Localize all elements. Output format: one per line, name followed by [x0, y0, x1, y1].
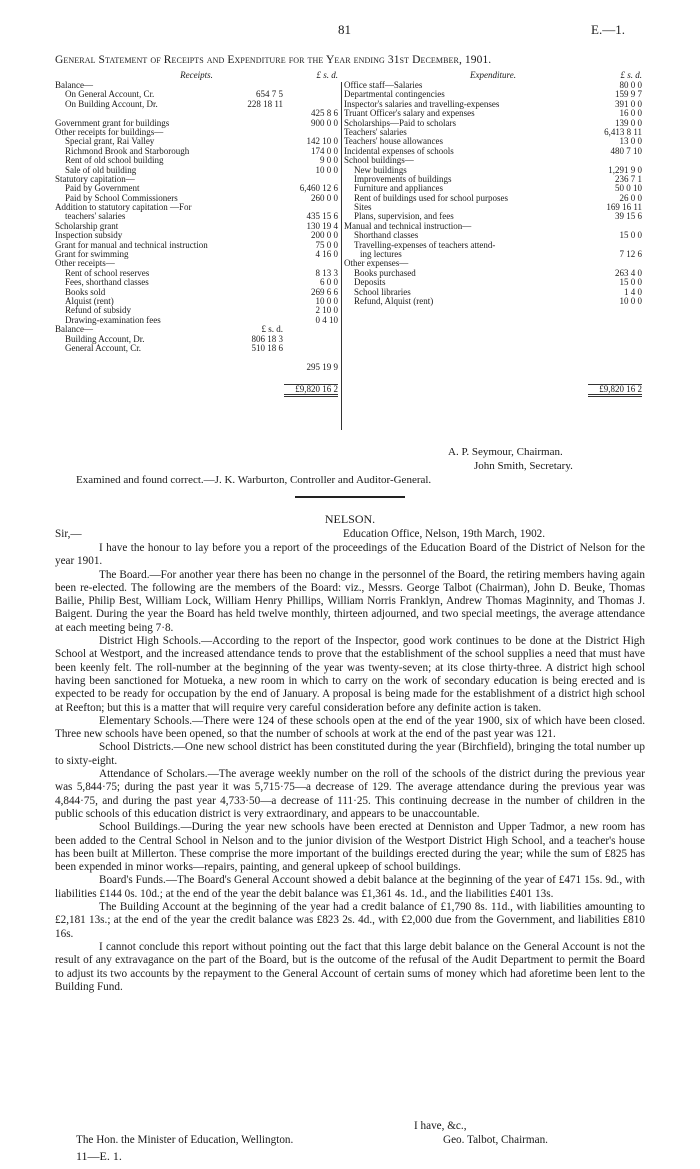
currency-head: £ s. d.	[620, 70, 642, 80]
statement-row	[344, 306, 642, 315]
receipts-column	[55, 71, 338, 393]
statement-row	[344, 353, 642, 362]
row-label: Manual and technical instruction—	[344, 220, 472, 231]
row-amount: 1,291 9 0	[608, 164, 642, 175]
row-label: Paid by School Commissioners	[65, 192, 178, 203]
row-amount: 10 0 0	[315, 295, 338, 306]
statement-row	[344, 269, 642, 278]
row-amount: 15 0 0	[619, 230, 642, 241]
row-amount: 900 0 0	[311, 117, 338, 128]
row-subamount: 806 18 3	[251, 333, 283, 344]
row-amount: 0 4 10	[315, 314, 338, 325]
row-label: Refund, Alquist (rent)	[354, 295, 434, 306]
statement-row	[344, 344, 642, 353]
row-label: School libraries	[354, 286, 411, 297]
row-label: Teachers' house allowances	[344, 136, 443, 147]
row-label: Inspector's salaries and travelling-expenses	[344, 98, 500, 109]
row-label: On Building Account, Dr.	[65, 98, 158, 109]
row-amount: 200 0 0	[311, 230, 338, 241]
row-label: Grant for swimming	[55, 249, 129, 260]
row-amount: 75 0 0	[315, 239, 338, 250]
row-label: Government grant for buildings	[55, 117, 170, 128]
row-label: Statutory capitation—	[55, 173, 135, 184]
row-total: £9,820 16 2	[284, 384, 338, 397]
statement-row	[344, 325, 642, 334]
row-label: New buildings	[354, 164, 407, 175]
row-label: Departmental contingencies	[344, 89, 445, 100]
sheet-number: 11—E. 1.	[76, 1149, 122, 1163]
row-amount: 159 9 7	[615, 89, 642, 100]
row-label: Books purchased	[354, 267, 416, 278]
column-divider	[341, 82, 342, 430]
row-amount: 7 12 6	[619, 249, 642, 260]
chairman-signature: A. P. Seymour, Chairman.	[448, 446, 563, 458]
paragraph: School Buildings.—During the year new schools have been erected at Denniston and Upper Tadmor, a new room has been added to the Central School in Nelson and to the junior division of the Westport District High School, and a teacher's house has been built at Millerton. These comprise the more important of the buildings erected during the year; while the sum of £825 has been expended in minor works—repairs, painting, and general upkeep of school buildings.	[55, 821, 645, 874]
signer: Geo. Talbot, Chairman.	[443, 1134, 548, 1146]
row-amount: 9 0 0	[320, 155, 338, 166]
statement-row	[344, 363, 642, 372]
receipts-rows	[55, 81, 338, 393]
row-amount: 142 10 0	[306, 136, 338, 147]
row-label: General Account, Cr.	[65, 342, 141, 353]
page-header	[0, 22, 700, 38]
row-amount: 260 0 0	[311, 192, 338, 203]
row-amount: 10 0 0	[315, 164, 338, 175]
row-amount: 1 4 0	[624, 286, 642, 297]
statement-row	[55, 100, 338, 109]
row-label: Truant Officer's salary and expenses	[344, 108, 475, 119]
row-amount: 295 19 9	[306, 361, 338, 372]
statement-row	[344, 194, 642, 203]
statement-row	[344, 316, 642, 325]
row-label: Fees, shorthand classes	[65, 277, 149, 288]
row-label: Richmond Brook and Starborough	[65, 145, 190, 156]
row-label: Paid by Government	[65, 183, 140, 194]
row-amount: 6,460 12 6	[299, 183, 338, 194]
row-subamount: 510 18 6	[251, 342, 283, 353]
row-label: Other expenses—	[344, 258, 409, 269]
row-amount: 2 10 0	[315, 305, 338, 316]
row-amount: 8 13 3	[315, 267, 338, 278]
row-amount: 169 16 11	[606, 202, 642, 213]
row-label: Deposits	[354, 277, 386, 288]
row-label: Balance—	[55, 80, 93, 90]
paragraph: I have the honour to lay before you a report of the proceedings of the Education Board of the District of Nelson for the year 1901.	[55, 542, 645, 568]
secretary-signature: John Smith, Secretary.	[474, 460, 573, 472]
paragraph: The Building Account at the beginning of the year had a credit balance of £1,790 8s. 11d., with liabilities amounting to £2,181 13s.; at the end of the year the credit balance was £823 2s. 4d., with £2,000 due from the Government, and liabilities £810 16s.	[55, 901, 645, 940]
row-label: Alquist (rent)	[65, 295, 114, 306]
row-amount: 435 15 6	[306, 211, 338, 222]
row-amount: 6,413 8 11	[604, 126, 642, 137]
row-label: Scholarship grant	[55, 220, 119, 231]
row-label: ing lectures	[360, 249, 402, 260]
statement-title: General Statement of Receipts and Expenditure for the Year ending 31st December, 1901.	[55, 54, 492, 66]
statement-row	[344, 372, 642, 381]
row-amount: 425 8 6	[311, 108, 338, 119]
row-label: Inspection subsidy	[55, 230, 123, 241]
row-label: Refund of subsidy	[65, 305, 131, 316]
row-amount: 130 19 4	[306, 220, 338, 231]
report-body	[55, 542, 645, 994]
row-label: Improvements of buildings	[354, 173, 452, 184]
receipts-heading: Receipts. £ s. d.	[180, 70, 338, 80]
row-amount: 16 0 0	[619, 108, 642, 119]
row-label: Rent of buildings used for school purposes	[354, 192, 508, 203]
page-number: 81	[338, 22, 351, 37]
statement-row	[344, 384, 642, 393]
expenditure-heading: Expenditure. £ s. d.	[470, 70, 642, 80]
row-label: Scholarships—Paid to scholars	[344, 117, 456, 128]
row-subamount: 228 18 11	[247, 98, 283, 109]
row-label: Addition to statutory capitation —For	[55, 202, 192, 213]
paragraph: Attendance of Scholars.—The average weekly number on the roll of the schools of the district during the previous year was 5,844·75; during the past year it was 5,715·75—a decrease of 129. The average attendance during the previous year was 4,844·75, and during the past year 4,733·50—a decrease of 111·25. This continuing decrease in the number of children in the public schools of this education district is very extraordinary, and appears to be unaccountable.	[55, 768, 645, 820]
paragraph: Elementary Schools.—There were 124 of these schools open at the end of the year 1900, six of which have been closed. Three new schools have been opened, so that the number of schools at work at the end of the past year was 121.	[55, 714, 645, 741]
row-label: Building Account, Dr.	[65, 333, 145, 344]
row-label: Travelling-expenses of teachers attend-	[354, 239, 496, 250]
paragraph: District High Schools.—According to the report of the Inspector, good work continues to be done at the District High School at Westport, and the increased attendance tends to prove that the establishment of the school supplies a need that must have been keenly felt. The roll-number at the beginning of the year was twenty-seven; at its close thirty-three. A district high school having been sanctioned for Motueka, a new room in which to carry on the work of secondary education is being erected and is expected to be ready for occupation by the end of January. A proposal is being made for the establishment of a district high school at Reefton; but this is a matter that will require very careful consideration before any definite action is taken.	[55, 635, 645, 714]
row-label: On General Account, Cr.	[65, 89, 155, 100]
row-label: Incidental expenses of schools	[344, 145, 454, 156]
expenditure-column	[344, 71, 642, 393]
statement-row	[55, 316, 338, 325]
row-label: Sites	[354, 202, 372, 213]
row-label: Other receipts for buildings—	[55, 126, 164, 137]
row-label: Grant for manual and technical instruction	[55, 239, 208, 250]
row-label: School buildings—	[344, 155, 414, 166]
row-label: Balance—	[55, 324, 93, 335]
statement-row	[55, 372, 338, 381]
statement-row	[55, 384, 338, 393]
row-amount: 236 7 1	[615, 173, 642, 184]
row-amount: 480 7 10	[610, 145, 642, 156]
row-amount: 139 0 0	[615, 117, 642, 128]
row-label: Sale of old building	[65, 164, 137, 175]
statement-row	[344, 335, 642, 344]
row-amount: 4 16 0	[315, 249, 338, 260]
document-code: E.—1.	[591, 22, 625, 37]
addressee: The Hon. the Minister of Education, Wellington.	[76, 1134, 294, 1146]
row-amount: 15 0 0	[619, 277, 642, 288]
row-amount: 269 6 6	[311, 286, 338, 297]
auditor-certificate: Examined and found correct.—J. K. Warburton, Controller and Auditor-General.	[76, 474, 432, 486]
statement-row	[55, 363, 338, 372]
closing: I have, &c.,	[414, 1120, 467, 1132]
row-subamount: £ s. d.	[261, 324, 283, 335]
section-divider	[295, 496, 405, 498]
paragraph: I cannot conclude this report without pointing out the fact that this large debit balance on the General Account is not the result of any extravagance on the part of the Board, but is the outcome of the refusal of the Audit Department to permit the Board to adjust its two accounts by the repayment to the General Account of certain sums of money which had aforetime been lent to the Building Fund.	[55, 940, 645, 993]
salutation: Sir,—	[55, 528, 82, 540]
statement-row	[344, 297, 642, 306]
row-label: Office staff—Salaries	[344, 80, 423, 90]
paragraph: School Districts.—One new school district has been constituted during the year (Birchfield), bringing the total number up to sixty-eight.	[55, 741, 645, 767]
row-amount: 391 0 0	[615, 98, 642, 109]
paragraph: The Board.—For another year there has been no change in the personnel of the Board, the retiring members having again been re-elected. The following are the members of the Board: viz., Messrs. George Talbot (Chairman), John D. Beuke, Thomas Bailie, Philip Best, William Lock, William Henry Phillips, William Norris Franklyn, Andrew Thomas Maginnity, and Thomas J. Baigent. During the year the Board has held twelve monthly, thirteen adjourned, and two special meetings, the average attendance at each meeting being 7·8.	[55, 568, 645, 634]
dateline: Education Office, Nelson, 19th March, 1902.	[343, 528, 546, 540]
row-amount: 80 0 0	[619, 80, 642, 90]
row-label: Other receipts—	[55, 258, 115, 269]
row-label: Books sold	[65, 286, 106, 297]
statement-row	[55, 344, 338, 353]
row-amount: 26 0 0	[619, 192, 642, 203]
row-amount: 10 0 0	[619, 295, 642, 306]
row-label: Rent of old school building	[65, 155, 164, 166]
row-label: Rent of school reserves	[65, 267, 150, 278]
row-total: £9,820 16 2	[588, 384, 642, 397]
section-heading: NELSON.	[324, 512, 376, 526]
row-label: Plans, supervision, and fees	[354, 211, 454, 222]
row-label: Furniture and appliances	[354, 183, 443, 194]
row-label: Special grant, Rai Valley	[65, 136, 155, 147]
row-label: Drawing-examination fees	[65, 314, 161, 325]
statement-row	[55, 353, 338, 362]
currency-head: £ s. d.	[316, 70, 338, 80]
row-amount: 39 15 6	[615, 211, 642, 222]
row-label: Shorthand classes	[354, 230, 419, 241]
row-amount: 174 0 0	[311, 145, 338, 156]
row-subamount: 654 7 5	[256, 89, 283, 100]
row-amount: 50 0 10	[615, 183, 642, 194]
expenditure-rows	[344, 81, 642, 393]
row-label: Teachers' salaries	[344, 126, 407, 137]
row-amount: 6 0 0	[320, 277, 338, 288]
row-amount: 13 0 0	[619, 136, 642, 147]
row-amount: 263 4 0	[615, 267, 642, 278]
row-label: teachers' salaries	[65, 211, 126, 222]
paragraph: Board's Funds.—The Board's General Account showed a debit balance at the beginning of the year of £471 15s. 9d., with liabilities £144 0s. 10d.; at the end of the year the debit balance was £1,361 4s. 1d., and the liabilities £401 13s.	[55, 874, 645, 900]
